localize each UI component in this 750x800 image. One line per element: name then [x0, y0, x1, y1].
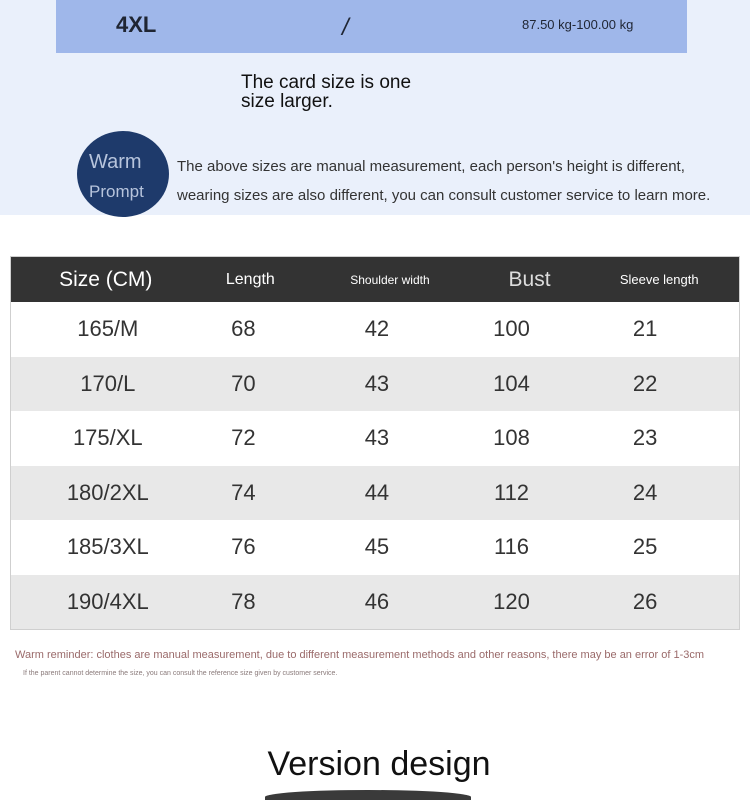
cell-size: 170/L: [80, 370, 136, 396]
table-row: [11, 575, 739, 630]
table-header: [11, 257, 739, 302]
cell-sleeve: 26: [632, 588, 658, 614]
table-row: [11, 302, 739, 357]
cell-length: 68: [231, 316, 256, 342]
cell-bust: 112: [493, 479, 530, 505]
warm-reminder-text: Warm reminder: clothes are manual measurement, due to different measurement methods and other reasons, there may be an error of 1-3cm: [15, 649, 705, 661]
badge-line-1: Warm: [89, 151, 142, 173]
cell-size: 185/3XL: [66, 534, 149, 560]
cell-size: 190/4XL: [66, 588, 149, 614]
cell-length: 72: [231, 425, 256, 451]
reminder-subtext: If the parent cannot determine the size, you can consult the reference size given by customer service.: [23, 670, 338, 677]
cell-sleeve: 25: [632, 534, 658, 560]
cell-size: 180/2XL: [66, 479, 149, 505]
cell-size: 175/XL: [72, 425, 143, 451]
cell-shoulder: 43: [364, 370, 390, 396]
cell-bust: 120: [493, 588, 530, 614]
cell-length: 78: [231, 588, 256, 614]
cell-size: 165/M: [77, 316, 139, 342]
table-body: [11, 302, 739, 629]
table-row: [11, 357, 739, 412]
weight-range: 87.50 kg-100.00 kg: [522, 17, 634, 32]
warm-prompt-text: The above sizes are manual measurement, each person's height is different, wearing sizes are also different, you can consult customer service to learn more.: [177, 158, 711, 204]
garment-image-edge: [265, 790, 471, 800]
cell-shoulder: 44: [364, 479, 390, 505]
badge-line-2: Prompt: [89, 182, 144, 201]
cell-shoulder: 42: [364, 316, 390, 342]
size-4xl-row: [56, 0, 687, 53]
card-size-note: The card size is one size larger.: [241, 72, 412, 112]
header-bust: Bust: [508, 267, 551, 291]
cell-sleeve: 21: [632, 316, 658, 342]
size-label: 4XL: [116, 12, 157, 37]
size-recommendation-section: [0, 0, 750, 215]
cell-length: 76: [231, 534, 256, 560]
table-row: [11, 466, 739, 521]
section-title: Version design: [267, 745, 491, 783]
table-row: [11, 520, 739, 575]
warm-prompt-badge: [77, 131, 169, 217]
cell-length: 74: [231, 479, 256, 505]
cell-bust: 100: [493, 316, 530, 342]
cell-shoulder: 45: [364, 534, 390, 560]
size-chart-table: [10, 256, 740, 630]
header-size: Size (CM): [59, 267, 153, 291]
cell-sleeve: 24: [632, 479, 658, 505]
cell-bust: 116: [493, 534, 530, 560]
cell-sleeve: 23: [632, 425, 658, 451]
header-length: Length: [225, 270, 275, 288]
cell-bust: 104: [493, 370, 530, 396]
header-shoulder-width: Shoulder width: [350, 272, 430, 287]
cell-shoulder: 43: [364, 425, 390, 451]
cell-length: 70: [231, 370, 256, 396]
separator: /: [342, 14, 349, 41]
cell-sleeve: 22: [632, 370, 658, 396]
cell-shoulder: 46: [364, 588, 390, 614]
table-row: [11, 411, 739, 466]
header-sleeve-length: Sleeve length: [619, 271, 699, 287]
cell-bust: 108: [493, 425, 530, 451]
